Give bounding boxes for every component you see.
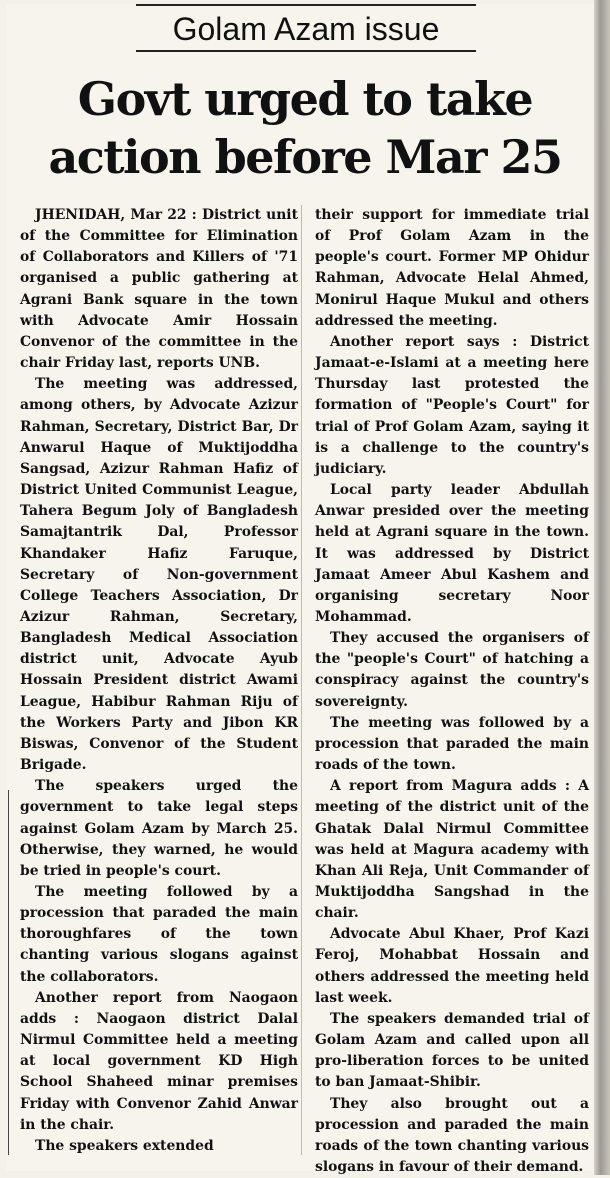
kicker: Golam Azam issue bbox=[172, 11, 440, 47]
scan-edge bbox=[594, 0, 610, 1175]
paragraph: A report from Magura adds : A meeting of the district unit of the Ghatak Dalal Nirmul Committee was held at Magura academy with Khan Ali Reja, Unit Commander of Muktijoddha Sangshad in the chair. bbox=[315, 778, 589, 922]
paragraph: Another report from Naogaon adds : Naogaon district Dalal Nirmul Committee held a meeting at local government KD High School Shaheed minar premises Friday with Convenor Zahid Anwar in the chair. bbox=[20, 989, 298, 1133]
paragraph: Local party leader Abdullah Anwar presided over the meeting held at Agrani square in the town. It was addressed by District Jamaat Ameer Abul Kashem and organising secretary Noor Mohammad. bbox=[315, 482, 589, 625]
right-column bbox=[315, 205, 589, 1178]
paragraph: their support for immediate trial of Prof Golam Azam in the people's court. Former MP Ohidur Rahman, Advocate Helal Ahmed, Monirul Haque Mukul and others addressed the meeting. bbox=[315, 207, 589, 329]
kicker-box bbox=[136, 4, 476, 52]
paragraph: The speakers urged the government to take legal steps against Golam Azam by March 25. Otherwise, they warned, he would be tried in people's court. bbox=[20, 778, 298, 879]
paragraph: JHENIDAH, Mar 22 : District unit of the Committee for Elimination of Collaborators and Killers of '71 organised a public gathering at Agrani Bank square in the town with Advocate Amir Hossain Convenor of the committee in the chair Friday last, reports UNB. bbox=[20, 207, 298, 372]
paragraph: Another report says : District Jamaat-e-Islami at a meeting here Thursday last protested the formation of "People's Court" for trial of Prof Golam Azam, saying it is a challenge to the country's judiciary. bbox=[315, 333, 589, 477]
paragraph: They accused the organisers of the "people's Court" of hatching a conspiracy against the country's sovereignty. bbox=[315, 630, 589, 710]
left-column bbox=[20, 205, 298, 1157]
column-divider bbox=[301, 205, 302, 1155]
headline: Govt urged to take action before Mar 25 bbox=[48, 72, 562, 184]
paragraph: The meeting was followed by a procession that paraded the main roads of the town. bbox=[315, 714, 589, 774]
left-margin-rule bbox=[8, 790, 9, 1155]
paragraph: The meeting followed by a procession that paraded the main thoroughfares of the town chanting various slogans against the collaborators. bbox=[20, 884, 298, 985]
paragraph: The speakers demanded trial of Golam Azam and called upon all pro-liberation forces to be united to ban Jamaat-Shibir. bbox=[315, 1010, 589, 1091]
paragraph: They also brought out a procession and paraded the main roads of the town chanting various slogans in favour of their demand. bbox=[315, 1095, 589, 1176]
paragraph: The speakers extended bbox=[35, 1137, 214, 1154]
paragraph: Advocate Abul Khaer, Prof Kazi Feroj, Mohabbat Hossain and others addressed the meeting held last week. bbox=[315, 926, 589, 1006]
paragraph: The meeting was addressed, among others, by Advocate Azizur Rahman, Secretary, District Bar, Dr Anwarul Haque of Muktijoddha Sangsad, Azizur Rahman Hafiz of District United Communist League, Tahera Begum Joly of Bangladesh Samajtantrik Dal, Professor Khandaker Hafiz Faruque, Secretary of Non-government College Teachers Association, Dr Azizur Rahman, Secretary, Bangladesh Medical Association district unit, Advocate Ayub Hossain President district Awami League, Habibur Rahman Riju of the Workers Party and Jibon KR Biswas, Convenor of the Student Brigade. bbox=[20, 376, 298, 774]
